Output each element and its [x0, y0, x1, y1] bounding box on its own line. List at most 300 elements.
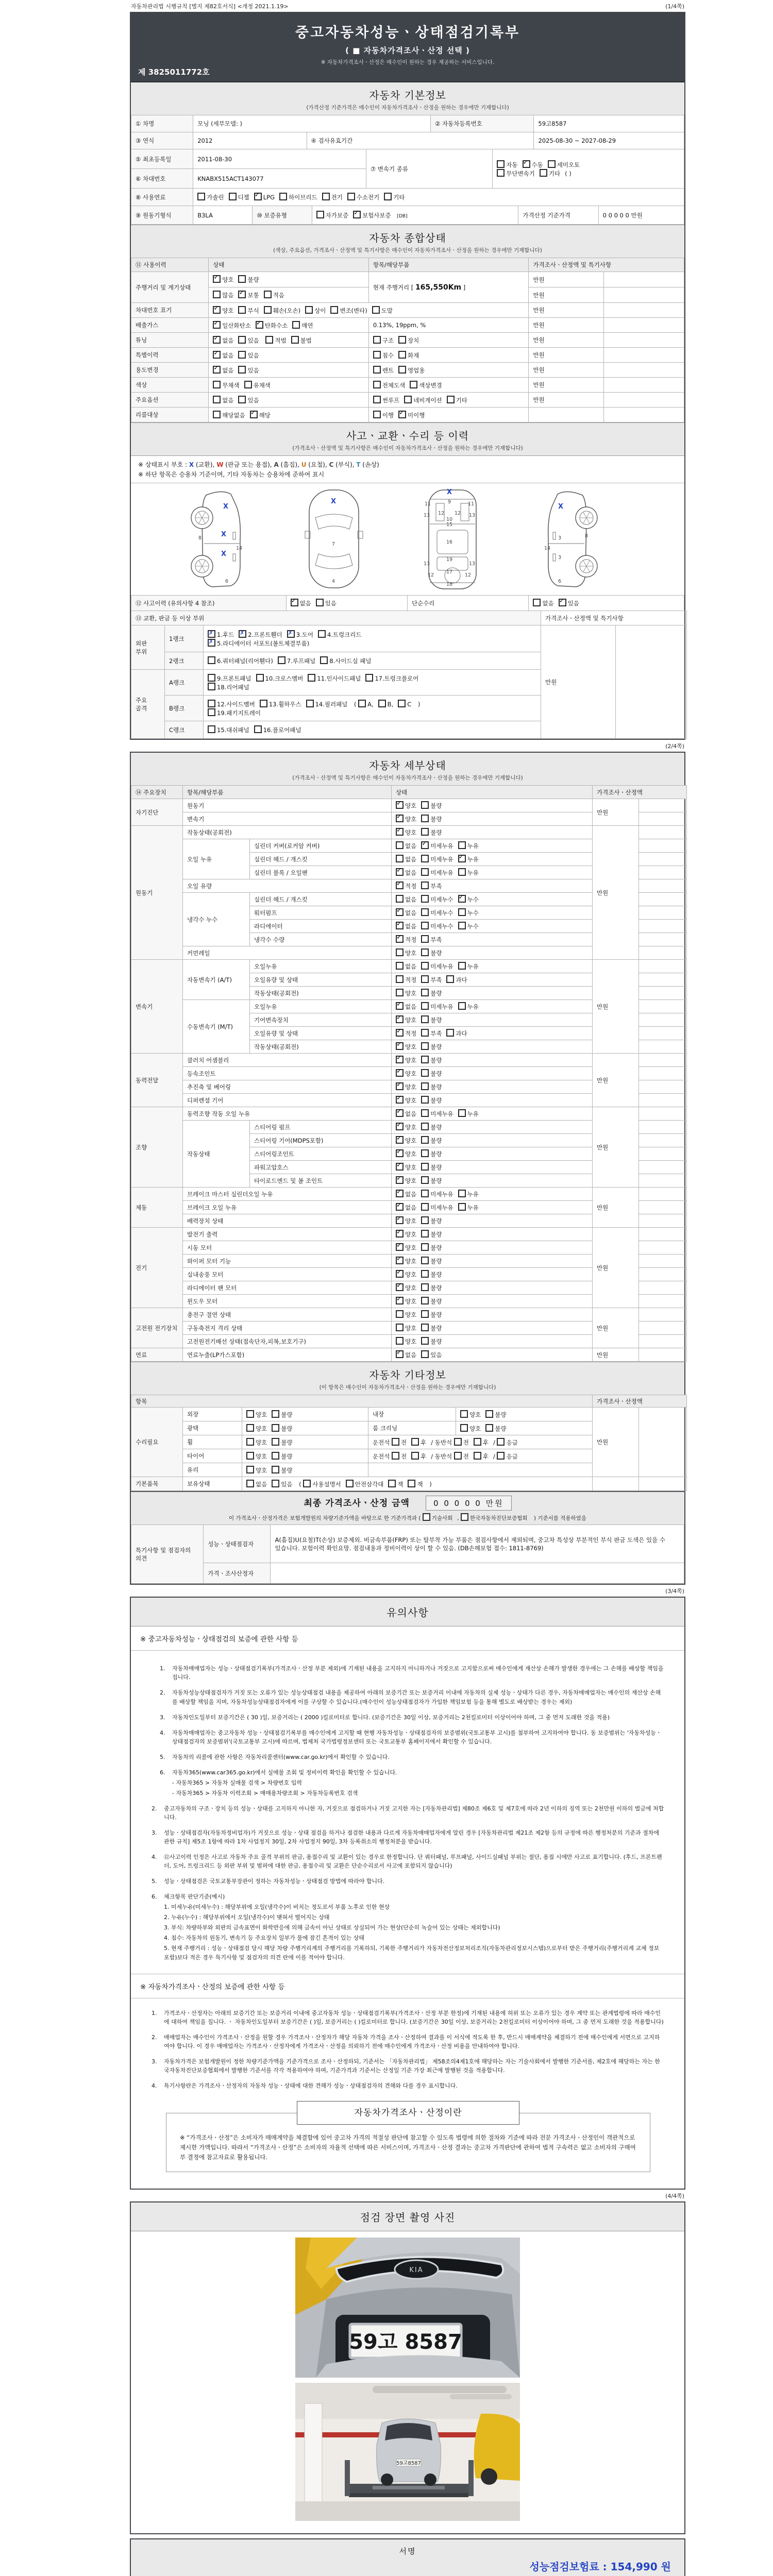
- checkbox-box[interactable]: [396, 1243, 404, 1251]
- checkbox-box[interactable]: [256, 321, 263, 329]
- checkbox-box[interactable]: [238, 275, 246, 283]
- checked-checkbox[interactable]: [396, 1243, 416, 1252]
- unchecked-checkbox[interactable]: [208, 725, 249, 734]
- checkbox-box[interactable]: [421, 828, 429, 836]
- checked-checkbox[interactable]: [396, 1096, 416, 1105]
- checkbox-box[interactable]: [260, 700, 267, 707]
- unchecked-checkbox[interactable]: [272, 1438, 292, 1447]
- checkbox-box[interactable]: [213, 275, 221, 283]
- unchecked-checkbox[interactable]: [272, 1410, 292, 1419]
- checkbox-box[interactable]: [421, 1337, 429, 1345]
- checkbox-box[interactable]: [396, 975, 404, 983]
- checkbox-box[interactable]: [410, 381, 417, 388]
- unchecked-checkbox[interactable]: [421, 1203, 453, 1212]
- checkbox-box[interactable]: [421, 1109, 429, 1117]
- checked-checkbox[interactable]: [398, 411, 425, 419]
- checkbox-box[interactable]: [396, 962, 404, 970]
- checkbox-box[interactable]: [497, 1452, 505, 1460]
- checked-checkbox[interactable]: [396, 935, 416, 944]
- unchecked-checkbox[interactable]: [446, 1029, 467, 1038]
- checkbox-box[interactable]: [421, 801, 429, 809]
- unchecked-checkbox[interactable]: [246, 1410, 267, 1419]
- unchecked-checkbox[interactable]: [460, 1410, 481, 1419]
- checkbox-box[interactable]: [272, 1466, 279, 1473]
- unchecked-checkbox[interactable]: [238, 351, 259, 360]
- checkbox-box[interactable]: [421, 1230, 429, 1238]
- unchecked-checkbox[interactable]: [421, 908, 453, 917]
- checked-checkbox[interactable]: [396, 882, 416, 890]
- checkbox-box[interactable]: [238, 336, 246, 344]
- unchecked-checkbox[interactable]: [421, 1109, 453, 1118]
- checked-checkbox[interactable]: [396, 1136, 416, 1145]
- unchecked-checkbox[interactable]: [254, 725, 301, 734]
- checkbox-box[interactable]: [373, 351, 381, 359]
- unchecked-checkbox[interactable]: [208, 674, 251, 683]
- checked-checkbox[interactable]: [254, 193, 275, 201]
- unchecked-checkbox[interactable]: [291, 336, 312, 345]
- checkbox-box[interactable]: [213, 306, 221, 314]
- checkbox-box[interactable]: [265, 336, 273, 344]
- checked-checkbox[interactable]: [213, 321, 251, 330]
- checkbox-box[interactable]: [320, 656, 328, 664]
- checkbox-box[interactable]: [411, 1452, 419, 1460]
- checkbox-box[interactable]: [396, 815, 404, 822]
- checkbox-box[interactable]: [458, 922, 466, 929]
- checkbox-box[interactable]: [396, 1123, 404, 1130]
- unchecked-checkbox[interactable]: [213, 381, 239, 389]
- checkbox-box[interactable]: [421, 1324, 429, 1331]
- checked-checkbox[interactable]: [458, 855, 479, 863]
- checkbox-box[interactable]: [421, 882, 429, 889]
- checked-checkbox[interactable]: [396, 1163, 416, 1172]
- checkbox-box[interactable]: [396, 1015, 404, 1023]
- checkbox-box[interactable]: [373, 336, 381, 344]
- checked-checkbox[interactable]: [396, 1216, 416, 1225]
- checked-checkbox[interactable]: [250, 411, 271, 419]
- unchecked-checkbox[interactable]: [373, 351, 394, 360]
- unchecked-checkbox[interactable]: [533, 599, 553, 607]
- unchecked-checkbox[interactable]: [485, 1410, 506, 1419]
- unchecked-checkbox[interactable]: [485, 1424, 506, 1433]
- unchecked-checkbox[interactable]: [213, 291, 233, 299]
- unchecked-checkbox[interactable]: [454, 1452, 469, 1461]
- checkbox-box[interactable]: [396, 908, 404, 916]
- unchecked-checkbox[interactable]: [458, 908, 479, 917]
- unchecked-checkbox[interactable]: [316, 211, 348, 219]
- unchecked-checkbox[interactable]: [446, 975, 467, 984]
- unchecked-checkbox[interactable]: [373, 396, 399, 404]
- checkbox-box[interactable]: [208, 674, 215, 682]
- unchecked-checkbox[interactable]: [398, 366, 425, 375]
- checkbox-box[interactable]: [396, 1002, 404, 1010]
- checkbox-box[interactable]: [213, 411, 221, 418]
- checkbox-box[interactable]: [396, 1297, 404, 1304]
- checked-checkbox[interactable]: [396, 828, 416, 837]
- unchecked-checkbox[interactable]: [421, 1149, 442, 1158]
- checkbox-box[interactable]: [421, 1203, 429, 1211]
- checkbox-box[interactable]: [330, 306, 338, 314]
- unchecked-checkbox[interactable]: [421, 1015, 442, 1024]
- checkbox-box[interactable]: [396, 1176, 404, 1184]
- checkbox-box[interactable]: [392, 1438, 399, 1446]
- unchecked-checkbox[interactable]: [238, 366, 259, 375]
- unchecked-checkbox[interactable]: [421, 895, 453, 904]
- checkbox-box[interactable]: [272, 1452, 279, 1460]
- checkbox-box[interactable]: [458, 841, 466, 849]
- checkbox-box[interactable]: [306, 700, 314, 707]
- checkbox-box[interactable]: [421, 1082, 429, 1090]
- unchecked-checkbox[interactable]: [421, 1337, 442, 1346]
- checked-checkbox[interactable]: [396, 908, 416, 917]
- unchecked-checkbox[interactable]: [278, 656, 315, 665]
- checkbox-box[interactable]: [264, 306, 272, 314]
- checkbox-box[interactable]: [213, 336, 221, 344]
- checkbox-box[interactable]: [208, 683, 215, 690]
- unchecked-checkbox[interactable]: [454, 1438, 469, 1447]
- unchecked-checkbox[interactable]: [396, 962, 416, 971]
- checkbox-box[interactable]: [238, 291, 246, 298]
- unchecked-checkbox[interactable]: [373, 336, 394, 345]
- checkbox-box[interactable]: [398, 411, 406, 418]
- checkbox-box[interactable]: [396, 828, 404, 836]
- checkbox-box[interactable]: [396, 922, 404, 929]
- unchecked-checkbox[interactable]: [421, 855, 453, 863]
- checked-checkbox[interactable]: [353, 211, 391, 219]
- checkbox-box[interactable]: [421, 962, 429, 970]
- checkbox-box[interactable]: [213, 396, 221, 403]
- checkbox-box[interactable]: [396, 1270, 404, 1278]
- checkbox-box[interactable]: [460, 1424, 468, 1432]
- checkbox-box[interactable]: [421, 1190, 429, 1197]
- checkbox-box[interactable]: [411, 1438, 419, 1446]
- unchecked-checkbox[interactable]: [308, 674, 361, 683]
- unchecked-checkbox[interactable]: [421, 962, 453, 971]
- checked-checkbox[interactable]: [396, 1283, 416, 1292]
- checkbox-box[interactable]: [256, 674, 264, 682]
- checkbox-box[interactable]: [279, 193, 287, 200]
- unchecked-checkbox[interactable]: [410, 381, 442, 389]
- unchecked-checkbox[interactable]: [421, 989, 442, 997]
- unchecked-checkbox[interactable]: [213, 396, 233, 404]
- checked-checkbox[interactable]: [396, 1190, 416, 1198]
- checkbox-box[interactable]: [392, 1452, 399, 1460]
- checked-checkbox[interactable]: [396, 1230, 416, 1239]
- unchecked-checkbox[interactable]: [423, 1513, 453, 1522]
- checkbox-box[interactable]: [398, 351, 406, 359]
- checked-checkbox[interactable]: [396, 801, 416, 810]
- unchecked-checkbox[interactable]: [421, 1136, 442, 1145]
- unchecked-checkbox[interactable]: [292, 321, 313, 330]
- unchecked-checkbox[interactable]: [421, 1230, 442, 1239]
- unchecked-checkbox[interactable]: [421, 935, 442, 944]
- checked-checkbox[interactable]: [239, 630, 282, 639]
- checkbox-box[interactable]: [365, 674, 373, 682]
- checked-checkbox[interactable]: [421, 841, 453, 850]
- unchecked-checkbox[interactable]: [447, 396, 467, 404]
- checkbox-box[interactable]: [229, 193, 237, 200]
- checkbox-box[interactable]: [246, 1452, 254, 1460]
- unchecked-checkbox[interactable]: [404, 396, 442, 404]
- checkbox-box[interactable]: [497, 1438, 505, 1446]
- unchecked-checkbox[interactable]: [396, 975, 416, 984]
- checkbox-box[interactable]: [421, 975, 429, 983]
- checkbox-box[interactable]: [485, 1410, 493, 1418]
- unchecked-checkbox[interactable]: [497, 1438, 517, 1447]
- checked-checkbox[interactable]: [396, 1257, 416, 1265]
- unchecked-checkbox[interactable]: [421, 1270, 442, 1279]
- unchecked-checkbox[interactable]: [458, 868, 479, 877]
- checkbox-box[interactable]: [238, 366, 246, 374]
- checkbox-box[interactable]: [254, 193, 262, 200]
- checkbox-box[interactable]: [278, 656, 285, 664]
- checkbox-box[interactable]: [396, 1109, 404, 1117]
- checkbox-box[interactable]: [396, 935, 404, 943]
- checkbox-box[interactable]: [291, 336, 299, 344]
- checkbox-box[interactable]: [548, 160, 556, 168]
- checked-checkbox[interactable]: [213, 275, 233, 284]
- unchecked-checkbox[interactable]: [421, 1042, 442, 1051]
- unchecked-checkbox[interactable]: [229, 193, 249, 201]
- checkbox-box[interactable]: [421, 1042, 429, 1050]
- unchecked-checkbox[interactable]: [421, 868, 453, 877]
- unchecked-checkbox[interactable]: [272, 1466, 292, 1475]
- checkbox-box[interactable]: [421, 935, 429, 943]
- unchecked-checkbox[interactable]: [421, 1069, 442, 1078]
- unchecked-checkbox[interactable]: [411, 1438, 426, 1447]
- checkbox-box[interactable]: [396, 1042, 404, 1050]
- unchecked-checkbox[interactable]: [347, 193, 379, 201]
- unchecked-checkbox[interactable]: [246, 1480, 267, 1488]
- checked-checkbox[interactable]: [396, 1029, 416, 1038]
- checkbox-box[interactable]: [421, 1015, 429, 1023]
- checkbox-box[interactable]: [396, 1029, 404, 1037]
- unchecked-checkbox[interactable]: [421, 1082, 442, 1091]
- checkbox-box[interactable]: [246, 1438, 254, 1446]
- checkbox-box[interactable]: [540, 169, 547, 177]
- unchecked-checkbox[interactable]: [272, 1480, 292, 1488]
- unchecked-checkbox[interactable]: [265, 336, 286, 345]
- checkbox-box[interactable]: [353, 211, 361, 218]
- unchecked-checkbox[interactable]: [396, 1324, 416, 1332]
- checked-checkbox[interactable]: [396, 1015, 416, 1024]
- checkbox-box[interactable]: [396, 1230, 404, 1238]
- unchecked-checkbox[interactable]: [421, 1243, 442, 1252]
- checkbox-box[interactable]: [408, 1480, 415, 1487]
- unchecked-checkbox[interactable]: [208, 683, 249, 691]
- checkbox-box[interactable]: [458, 1203, 466, 1211]
- checkbox-box[interactable]: [373, 366, 381, 374]
- checkbox-box[interactable]: [396, 1096, 404, 1104]
- unchecked-checkbox[interactable]: [421, 1257, 442, 1265]
- unchecked-checkbox[interactable]: [372, 306, 393, 315]
- checkbox-box[interactable]: [292, 321, 300, 329]
- checkbox-box[interactable]: [358, 700, 366, 707]
- checkbox-box[interactable]: [246, 1480, 254, 1487]
- checkbox-box[interactable]: [316, 599, 324, 606]
- checkbox-box[interactable]: [346, 1480, 354, 1487]
- checkbox-box[interactable]: [396, 1324, 404, 1331]
- checkbox-box[interactable]: [421, 1096, 429, 1104]
- unchecked-checkbox[interactable]: [421, 1163, 442, 1172]
- checked-checkbox[interactable]: [396, 1002, 416, 1011]
- checkbox-box[interactable]: [485, 1424, 493, 1432]
- checkbox-box[interactable]: [404, 396, 412, 403]
- checkbox-box[interactable]: [396, 1069, 404, 1077]
- unchecked-checkbox[interactable]: [303, 1480, 341, 1488]
- unchecked-checkbox[interactable]: [421, 948, 442, 957]
- unchecked-checkbox[interactable]: [458, 1002, 479, 1011]
- checkbox-box[interactable]: [213, 381, 221, 388]
- unchecked-checkbox[interactable]: [208, 700, 255, 708]
- unchecked-checkbox[interactable]: [208, 708, 261, 717]
- checkbox-box[interactable]: [396, 1190, 404, 1197]
- checkbox-box[interactable]: [213, 321, 221, 329]
- checked-checkbox[interactable]: [396, 1350, 416, 1359]
- checkbox-box[interactable]: [213, 351, 221, 359]
- unchecked-checkbox[interactable]: [256, 674, 304, 683]
- checkbox-box[interactable]: [421, 815, 429, 822]
- unchecked-checkbox[interactable]: [398, 700, 411, 708]
- checkbox-box[interactable]: [396, 989, 404, 996]
- unchecked-checkbox[interactable]: [373, 381, 405, 389]
- checkbox-box[interactable]: [316, 211, 324, 218]
- checked-checkbox[interactable]: [396, 1109, 416, 1118]
- checkbox-box[interactable]: [396, 895, 404, 903]
- unchecked-checkbox[interactable]: [213, 411, 245, 419]
- unchecked-checkbox[interactable]: [398, 336, 419, 345]
- checkbox-box[interactable]: [396, 1283, 404, 1291]
- unchecked-checkbox[interactable]: [264, 291, 284, 299]
- unchecked-checkbox[interactable]: [421, 1324, 442, 1332]
- unchecked-checkbox[interactable]: [460, 1424, 481, 1433]
- checked-checkbox[interactable]: [396, 1042, 416, 1051]
- unchecked-checkbox[interactable]: [421, 1029, 442, 1038]
- unchecked-checkbox[interactable]: [346, 1480, 384, 1488]
- unchecked-checkbox[interactable]: [373, 411, 394, 419]
- checkbox-box[interactable]: [378, 700, 386, 707]
- checkbox-box[interactable]: [421, 908, 429, 916]
- checkbox-box[interactable]: [396, 1350, 404, 1358]
- checkbox-box[interactable]: [396, 882, 404, 889]
- checked-checkbox[interactable]: [213, 351, 233, 360]
- checkbox-box[interactable]: [208, 700, 215, 707]
- checkbox-box[interactable]: [238, 351, 246, 359]
- unchecked-checkbox[interactable]: [421, 828, 442, 837]
- checked-checkbox[interactable]: [396, 1069, 416, 1078]
- checked-checkbox[interactable]: [396, 1123, 416, 1131]
- checkbox-box[interactable]: [421, 1270, 429, 1278]
- unchecked-checkbox[interactable]: [246, 1438, 267, 1447]
- unchecked-checkbox[interactable]: [421, 1096, 442, 1105]
- checkbox-box[interactable]: [372, 306, 380, 314]
- checkbox-box[interactable]: [291, 599, 298, 606]
- checked-checkbox[interactable]: [238, 291, 259, 299]
- unchecked-checkbox[interactable]: [458, 962, 479, 971]
- checkbox-box[interactable]: [461, 1513, 468, 1521]
- unchecked-checkbox[interactable]: [197, 193, 224, 201]
- checked-checkbox[interactable]: [396, 1176, 416, 1185]
- unchecked-checkbox[interactable]: [373, 366, 394, 375]
- checkbox-box[interactable]: [384, 193, 392, 200]
- checkbox-box[interactable]: [396, 1216, 404, 1224]
- unchecked-checkbox[interactable]: [540, 169, 560, 178]
- checkbox-box[interactable]: [458, 868, 466, 876]
- checked-checkbox[interactable]: [213, 306, 233, 315]
- checkbox-box[interactable]: [559, 599, 566, 606]
- checkbox-box[interactable]: [421, 855, 429, 862]
- checkbox-box[interactable]: [396, 948, 404, 956]
- unchecked-checkbox[interactable]: [396, 989, 416, 997]
- unchecked-checkbox[interactable]: [305, 306, 326, 315]
- checkbox-box[interactable]: [396, 1310, 404, 1318]
- unchecked-checkbox[interactable]: [358, 700, 374, 708]
- unchecked-checkbox[interactable]: [398, 351, 419, 360]
- unchecked-checkbox[interactable]: [322, 193, 343, 201]
- unchecked-checkbox[interactable]: [392, 1452, 407, 1461]
- checkbox-box[interactable]: [398, 336, 406, 344]
- checkbox-box[interactable]: [347, 193, 355, 200]
- unchecked-checkbox[interactable]: [458, 1190, 479, 1198]
- unchecked-checkbox[interactable]: [421, 815, 442, 823]
- checkbox-box[interactable]: [421, 989, 429, 996]
- checkbox-box[interactable]: [396, 801, 404, 809]
- checked-checkbox[interactable]: [396, 1203, 416, 1212]
- checkbox-box[interactable]: [208, 630, 215, 638]
- checkbox-box[interactable]: [458, 908, 466, 916]
- checkbox-box[interactable]: [308, 674, 315, 682]
- checked-checkbox[interactable]: [396, 815, 416, 823]
- checkbox-box[interactable]: [373, 396, 381, 403]
- checked-checkbox[interactable]: [396, 1270, 416, 1279]
- checkbox-box[interactable]: [421, 1283, 429, 1291]
- checkbox-box[interactable]: [421, 895, 429, 903]
- checkbox-box[interactable]: [254, 725, 262, 733]
- unchecked-checkbox[interactable]: [396, 1310, 416, 1319]
- checkbox-box[interactable]: [421, 1002, 429, 1010]
- checkbox-box[interactable]: [398, 366, 406, 374]
- unchecked-checkbox[interactable]: [396, 855, 416, 863]
- unchecked-checkbox[interactable]: [421, 1002, 453, 1011]
- checkbox-box[interactable]: [396, 855, 404, 862]
- unchecked-checkbox[interactable]: [318, 630, 362, 639]
- unchecked-checkbox[interactable]: [421, 1350, 442, 1359]
- checked-checkbox[interactable]: [208, 630, 234, 639]
- unchecked-checkbox[interactable]: [421, 1056, 442, 1064]
- checkbox-box[interactable]: [458, 895, 466, 903]
- checkbox-box[interactable]: [458, 1109, 466, 1117]
- checkbox-box[interactable]: [322, 193, 330, 200]
- unchecked-checkbox[interactable]: [421, 1216, 442, 1225]
- checkbox-box[interactable]: [373, 381, 381, 388]
- unchecked-checkbox[interactable]: [246, 1452, 267, 1461]
- unchecked-checkbox[interactable]: [458, 1203, 479, 1212]
- checked-checkbox[interactable]: [291, 599, 311, 607]
- checked-checkbox[interactable]: [396, 1082, 416, 1091]
- checkbox-box[interactable]: [423, 1513, 430, 1521]
- checked-checkbox[interactable]: [256, 321, 288, 330]
- checkbox-box[interactable]: [421, 1310, 429, 1318]
- checkbox-box[interactable]: [447, 396, 455, 403]
- unchecked-checkbox[interactable]: [238, 275, 259, 284]
- checkbox-box[interactable]: [421, 1149, 429, 1157]
- unchecked-checkbox[interactable]: [272, 1424, 292, 1433]
- checkbox-box[interactable]: [396, 1163, 404, 1171]
- checkbox-box[interactable]: [197, 193, 205, 200]
- checkbox-box[interactable]: [421, 1243, 429, 1251]
- checkbox-box[interactable]: [244, 381, 252, 388]
- checkbox-box[interactable]: [246, 1410, 254, 1418]
- checked-checkbox[interactable]: [396, 1149, 416, 1158]
